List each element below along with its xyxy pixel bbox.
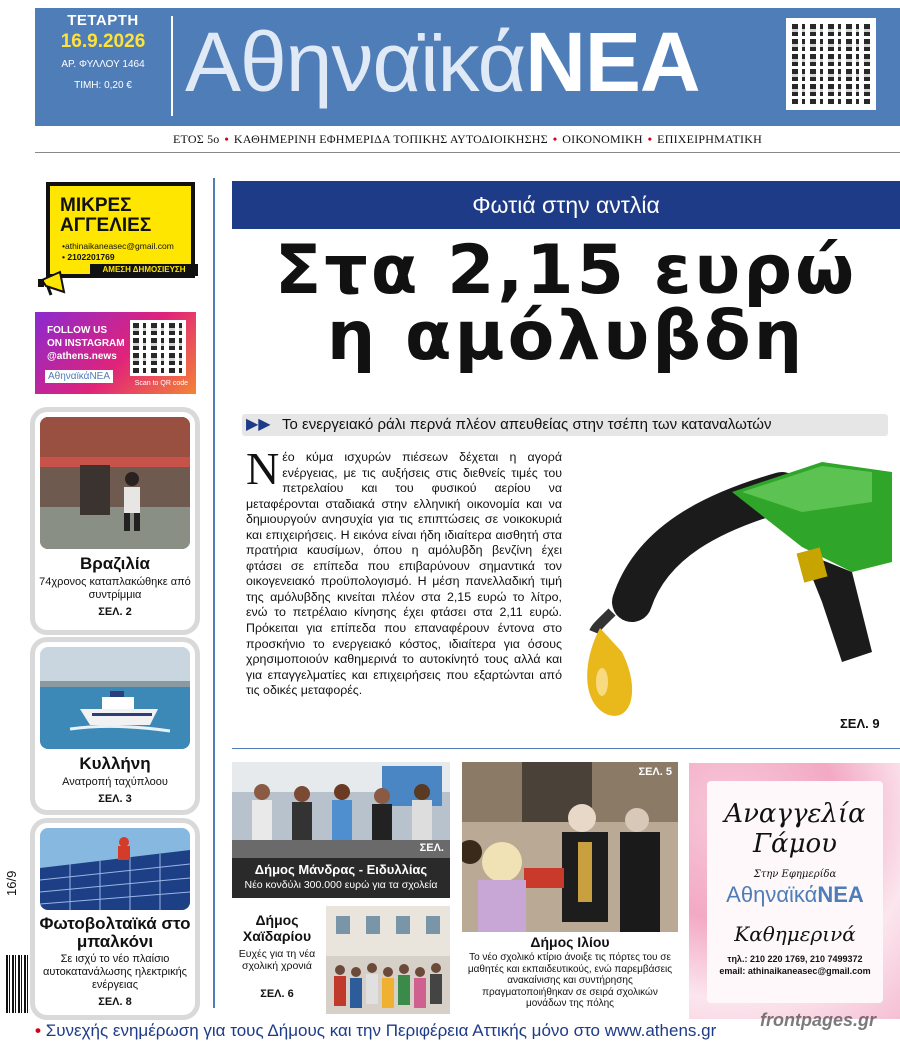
chaidari-head-2: Χαϊδαρίου [242,928,312,944]
fuel-nozzle-illustration [572,452,900,744]
sidebar-divider [213,178,215,1008]
side-card-solar[interactable] [35,823,195,1015]
classifieds-email: •athinaikaneasec@gmail.com [62,241,174,251]
main-divider [232,748,900,749]
brazil-photo [40,417,190,549]
chaidari-head-1: Δήμος [255,912,299,928]
instagram-line-2: ON INSTAGRAM [47,338,125,349]
kyllini-photo [40,647,190,749]
wedding-intro: Στην Εφημερίδα [753,869,837,880]
wedding-daily: Καθημερινά [734,922,856,946]
issue-price: ΤΙΜΗ: 0,20 € [74,80,132,91]
mandra-desc: Νέο κονδύλι 300.000 ευρώ για τα σχολεία [244,879,438,891]
footer-text: Συνεχής ενημέρωση για τους Δήμους και την Περιφέρεια Αττικής μόνο στο www.athens.gr [45,1021,717,1040]
subheadline-text: Το ενεργειακό ράλι περνά πλέον απευθείας στην τσέπη των καταναλωτών [282,416,772,433]
chaidari-page: ΣΕΛ. 6 [260,988,294,1000]
wedding-logo-light: Αθηναϊκά [726,882,818,907]
instagram-logo: ΑθηναϊκάΝΕΑ [45,370,113,383]
side-card-head: Κυλλήνη [79,754,151,773]
instagram-qr-code-icon[interactable] [130,320,186,376]
main-article-body [246,443,562,699]
instagram-handle: @athens.news [47,351,117,362]
side-card-head: Βραζιλία [79,554,151,573]
classifieds-ad[interactable] [38,182,195,300]
side-card-brazil[interactable] [35,412,195,630]
side-card-page: ΣΕΛ. 3 [98,793,132,805]
mandra-overlay: ΣΕΛ. [419,842,444,854]
classifieds-phone: • 2102201769 [62,252,115,262]
bullet-icon: • [35,1021,41,1040]
ilion-head: Δήμος Ιλίου [530,934,610,950]
classifieds-bar: ΑΜΕΣΗ ΔΗΜΟΣΙΕΥΣΗ [90,264,198,276]
side-card-page: ΣΕΛ. 8 [98,996,132,1008]
ilion-overlay: ΣΕΛ. 5 [638,766,672,778]
chaidari-caption[interactable] [232,906,322,1016]
side-card-desc: Σε ισχύ το νέο πλαίσιο αυτοκατανάλωσης ηλεκτρικής ενέργειας [43,953,187,991]
solar-photo [40,828,190,910]
chaidari-photo [326,906,450,1014]
masthead-divider [171,16,173,116]
mandra-photo [232,762,450,858]
issue-day: ΤΕΤΑΡΤΗ [67,12,139,29]
mandra-head: Δήμος Μάνδρας - Ειδυλλίας [254,862,428,877]
headline-line-1: Στα 2,15 ευρώ [274,231,858,310]
side-card-desc: 74χρονος καταπλακώθηκε από συντρίμμια [39,576,191,601]
tagline-part: ΚΑΘΗΜΕΡΙΝΗ ΕΦΗΜΕΡΙΔΑ ΤΟΠΙΚΗΣ ΑΥΤΟΔΙΟΙΚΗΣΗΣ [233,132,548,146]
megaphone-icon [38,270,72,296]
masthead [35,8,900,126]
tagline-part: ΕΠΙΧΕΙΡΗΜΑΤΙΚΗ [657,132,762,146]
article-text: έο κύμα ισχυρών πιέσεων δέχεται η αγορά ενέργειας, με τις αυξήσεις στις διεθνείς τιμές του πετρελαίου και του φυσικού αερίου να μεταφέρονται σταδιακά στην ελληνική οικονομία και να δημιουργούν ανησυχία για τις επιπτώσεις σε νοικοκυριά και επιχειρήσεις. Η εικόνα είναι ήδη ιδιαίτερα αισθητή στα πρατήρια καυσίμων, όπου η αμόλυβδη βενζίνη έχει φτάσει σε επίπεδα που επιβαρύνουν σημαντικά τον οικογενειακό προϋπολογισμό. Η μέση πανελλαδική τιμή της αμόλυβδης κινείται πλέον στα 2,15 ευρώ το λίτρο, ενώ το πετρέλαιο κίνησης έχει φτάσει στα 2,11 ευρώ. Πρόκειται για επίπεδα που επαναφέρουν έντονα στο προσκήνιο το ενεργειακό κόστος, ιδιαίτερα για όσους χρησιμοποιούν καθημερινά το αυτοκίνητό τους αλλά και για επαγγελματίες και επιχειρήσεις που εξαρτώνται από τις οδικές μεταφορές. [246,450,562,698]
headline-line-2: η αμόλυβδη [326,297,806,376]
wedding-ad[interactable] [689,763,900,1019]
barcode-icon [6,955,28,1013]
newspaper-logo[interactable] [185,10,700,114]
masthead-qr-code-icon[interactable] [786,18,876,110]
wedding-email: email: athinaikaneasec@gmail.com [719,966,871,976]
issue-date: 16.9.2026 [60,31,146,52]
instagram-text [47,324,125,363]
ilion-caption[interactable] [462,934,678,1016]
ilion-desc: Το νέο σχολικό κτίριο άνοιξε τις πόρτες του σε μαθητές και εκπαιδευτικούς, ενώ παρεμβάσεις ανακαίνισης και συντήρησης πραγματοποιήθηκαν σε σειρά σχολικών μονάδων της πόλης [467,952,673,1009]
issue-number: ΑΡ. ΦΥΛΛΟΥ 1464 [61,59,145,70]
main-subheadline [242,414,888,436]
wedding-logo [707,882,883,908]
main-headline[interactable] [232,231,900,376]
chaidari-desc: Ευχές για τη νέα σχολική χρονιά [238,948,316,972]
side-card-page: ΣΕΛ. 2 [98,606,132,618]
wedding-title-1: Αναγγελία [724,799,866,829]
ilion-photo [462,762,678,932]
side-card-head: Φωτοβολταϊκά στο μπαλκόνι [39,914,191,951]
wedding-phones: τηλ.: 210 220 1769, 210 7499372 [727,954,863,964]
classifieds-title-2: ΑΓΓΕΛΙΕΣ [60,215,152,236]
tagline-part: ΟΙΚΟΝΟΜΙΚΗ [562,132,643,146]
logo-bold: ΝΕΑ [525,15,700,109]
spine-date: 16/9 [4,870,19,896]
main-page-ref: ΣΕΛ. 9 [840,716,880,731]
main-kicker: Φωτιά στην αντλία [232,181,900,229]
logo-light: Αθηναϊκά [185,15,526,109]
watermark: frontpages.gr [760,1010,877,1030]
side-card-kyllini[interactable] [35,642,195,810]
double-chevron-icon: ▶▶ [246,416,271,433]
tagline: ΕΤΟΣ 5ο • ΚΑΘΗΜΕΡΙΝΗ ΕΦΗΜΕΡΙΔΑ ΤΟΠΙΚΗΣ ΑΥΤΟΔΙΟΙΚΗΣΗΣ • ΟΙΚΟΝΟΜΙΚΗ • ΕΠΙΧΕΙΡΗΜΑΤΙΚΗ [35,132,900,153]
mandra-caption[interactable] [232,858,450,898]
wedding-title-2: Γάμου [753,829,837,859]
classifieds-title-1: ΜΙΚΡΕΣ [60,195,132,216]
instagram-scan-label: Scan to QR code [134,380,188,387]
drop-cap: Ν [246,443,280,494]
tagline-part: ΕΤΟΣ 5ο [173,132,220,146]
side-card-desc: Ανατροπή ταχύπλοου [62,776,168,788]
instagram-promo[interactable] [35,312,196,394]
wedding-logo-bold: ΝΕΑ [817,882,864,907]
issue-info [43,12,163,91]
instagram-line-1: FOLLOW US [47,325,107,336]
